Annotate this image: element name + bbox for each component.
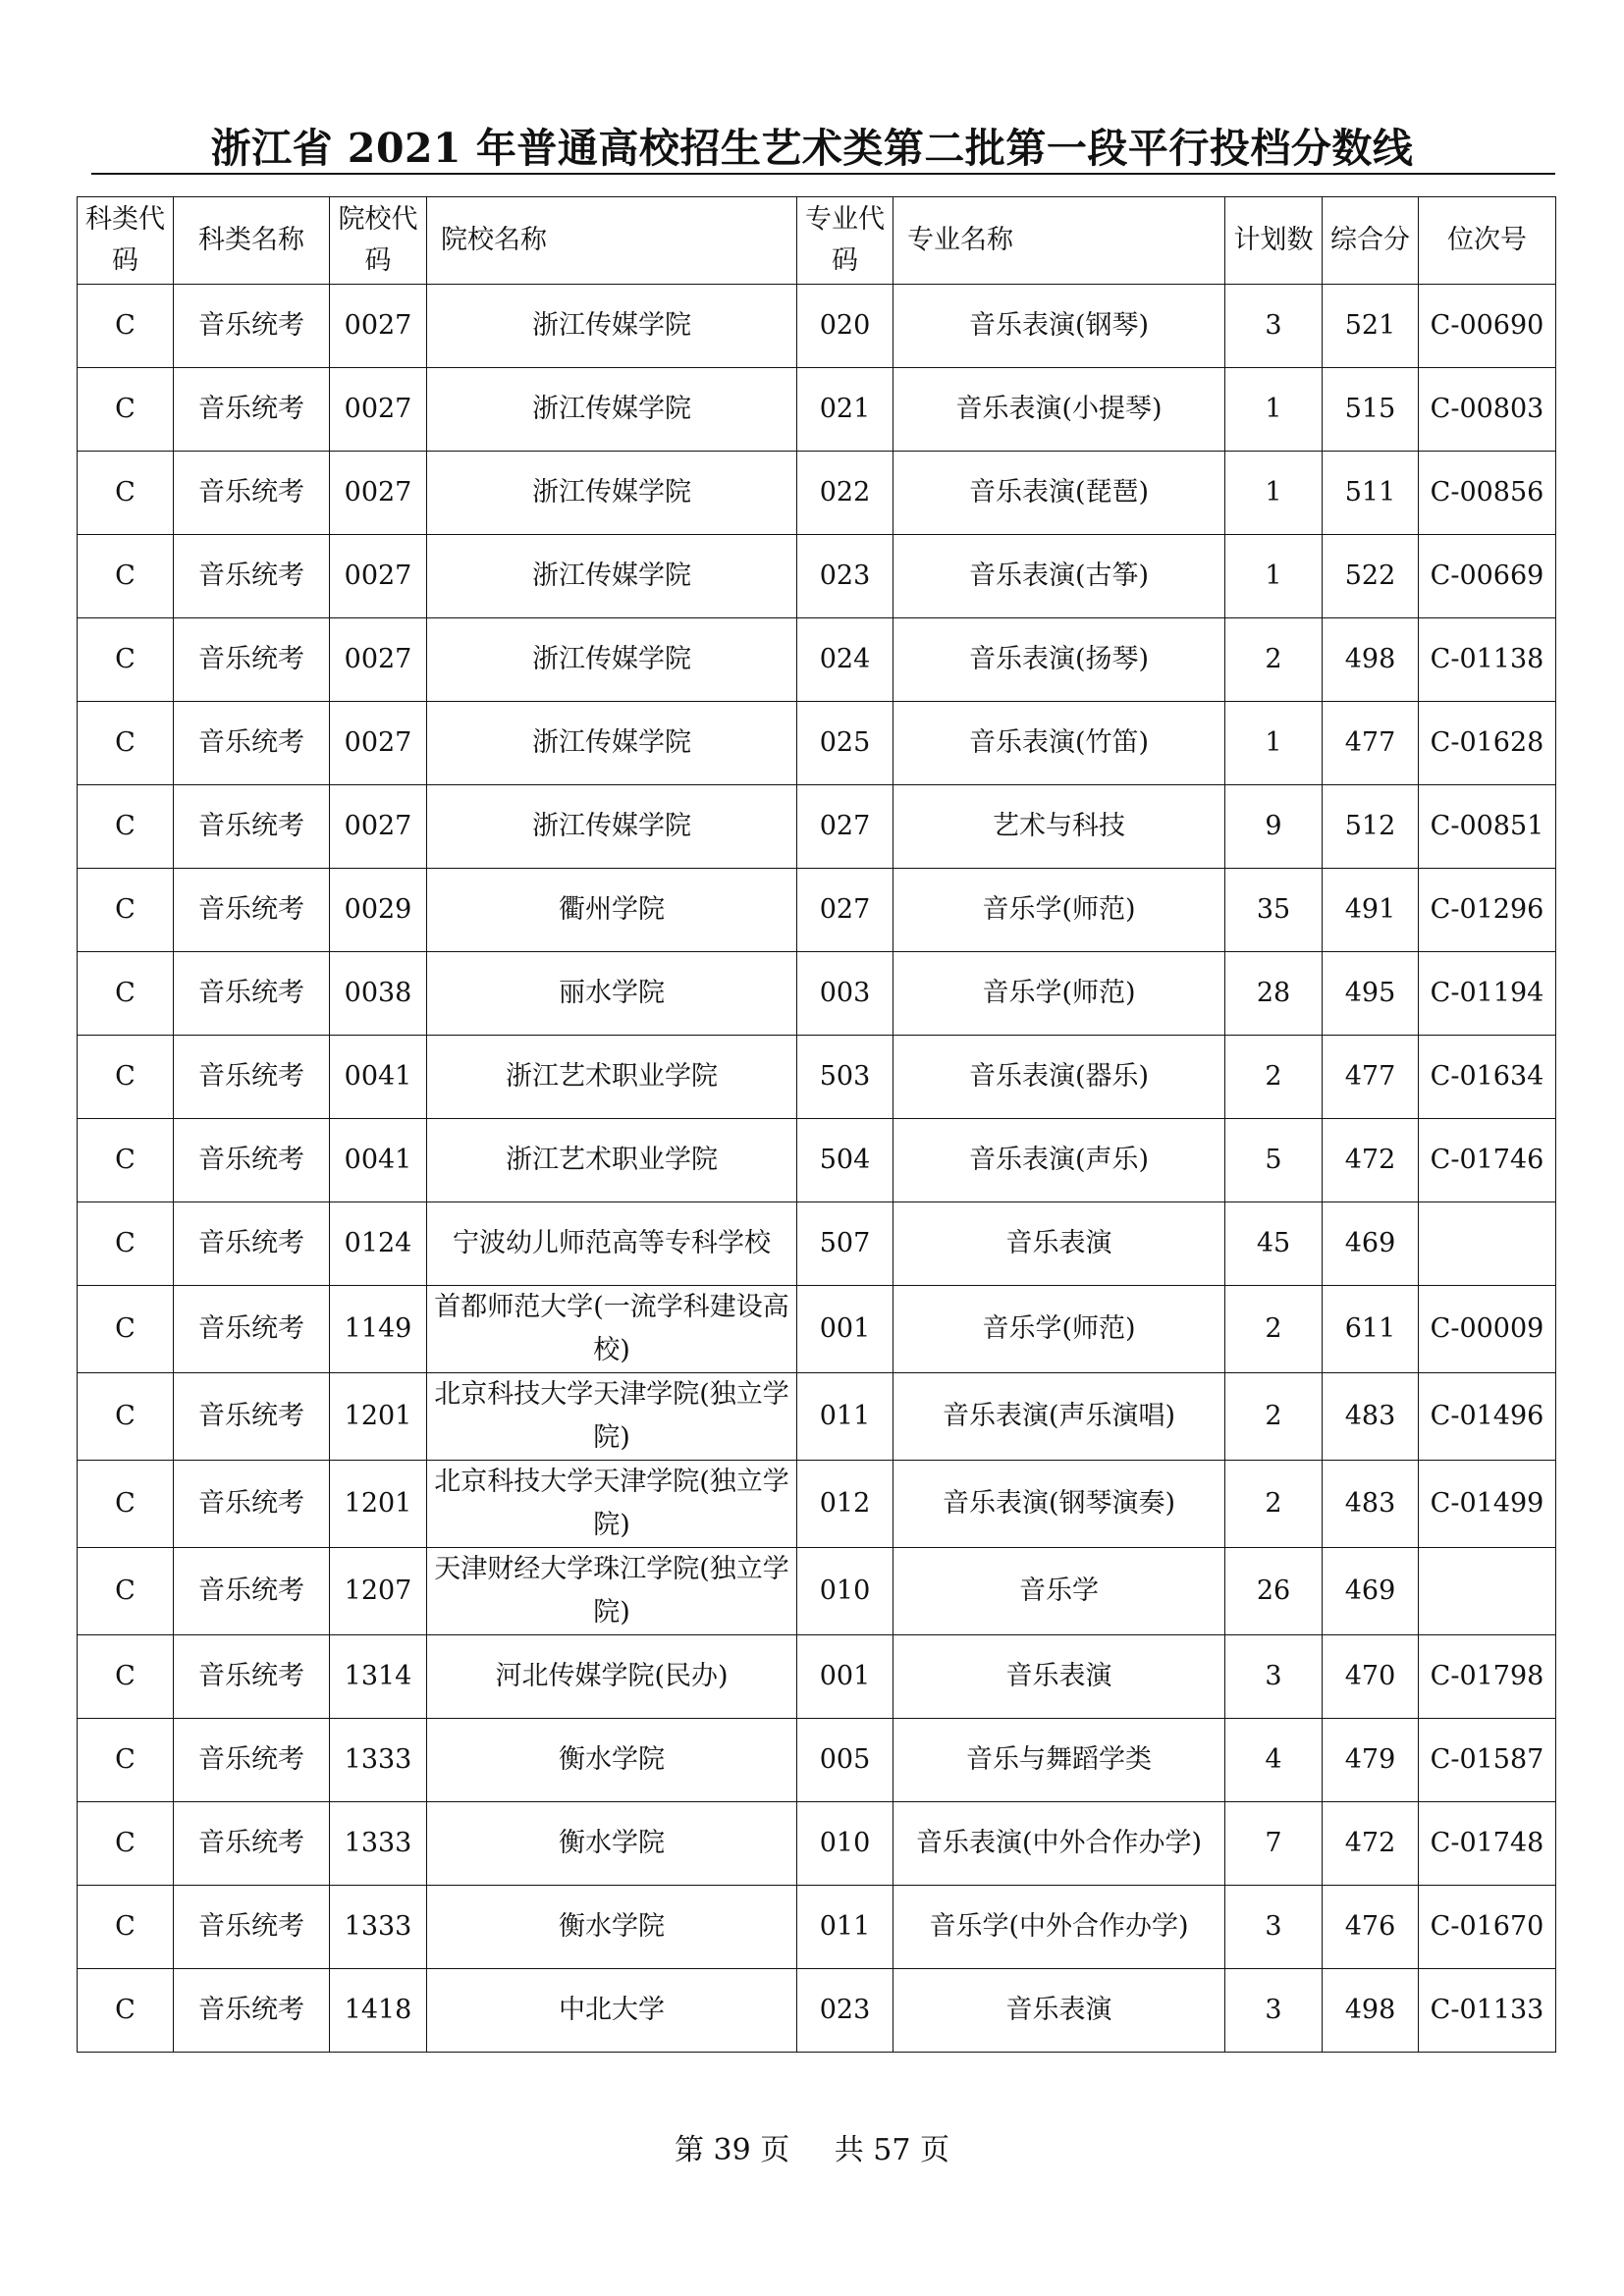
cell-yuan-xiao-dai-ma: 0027 <box>330 285 427 368</box>
cell-ji-hua-shu: 3 <box>1225 1969 1323 2053</box>
cell-zhuan-ye-dai-ma: 001 <box>797 1286 893 1373</box>
cell-wei-ci-hao: C-01748 <box>1419 1802 1556 1886</box>
cell-zhuan-ye-ming-cheng: 音乐表演(小提琴) <box>893 368 1225 452</box>
cell-yuan-xiao-ming-cheng: 天津财经大学珠江学院(独立学院) <box>427 1548 797 1635</box>
cell-ke-lei-dai-ma: C <box>78 1461 174 1548</box>
cell-zhuan-ye-ming-cheng: 艺术与科技 <box>893 785 1225 869</box>
score-table <box>77 196 1556 2053</box>
cell-zhuan-ye-dai-ma: 020 <box>797 285 893 368</box>
cell-zhuan-ye-ming-cheng: 音乐表演(钢琴演奏) <box>893 1461 1225 1548</box>
cell-yuan-xiao-ming-cheng: 衡水学院 <box>427 1886 797 1969</box>
cell-ke-lei-dai-ma: C <box>78 702 174 785</box>
page-title: 浙江省 2021 年普通高校招生艺术类第二批第一段平行投档分数线 <box>210 125 1414 172</box>
cell-wei-ci-hao <box>1419 1548 1556 1635</box>
table-row <box>78 1802 1556 1886</box>
cell-zong-he-fen: 495 <box>1323 952 1419 1036</box>
cell-yuan-xiao-ming-cheng: 丽水学院 <box>427 952 797 1036</box>
cell-zong-he-fen: 611 <box>1323 1286 1419 1373</box>
cell-zhuan-ye-dai-ma: 010 <box>797 1802 893 1886</box>
cell-yuan-xiao-dai-ma: 0029 <box>330 869 427 952</box>
cell-ji-hua-shu: 9 <box>1225 785 1323 869</box>
header-wei-ci-hao: 位次号 <box>1419 197 1556 285</box>
cell-yuan-xiao-dai-ma: 1333 <box>330 1719 427 1802</box>
cell-zhuan-ye-ming-cheng: 音乐表演(竹笛) <box>893 702 1225 785</box>
cell-wei-ci-hao: C-01194 <box>1419 952 1556 1036</box>
cell-zhuan-ye-ming-cheng: 音乐学(师范) <box>893 952 1225 1036</box>
cell-wei-ci-hao: C-01133 <box>1419 1969 1556 2053</box>
cell-ji-hua-shu: 7 <box>1225 1802 1323 1886</box>
header-zhuan-ye-dai-ma: 专业代码 <box>797 197 893 285</box>
cell-wei-ci-hao: C-00690 <box>1419 285 1556 368</box>
cell-zong-he-fen: 515 <box>1323 368 1419 452</box>
cell-ke-lei-ming-cheng: 音乐统考 <box>174 1969 330 2053</box>
cell-ji-hua-shu: 3 <box>1225 1635 1323 1719</box>
cell-zhuan-ye-dai-ma: 027 <box>797 869 893 952</box>
cell-wei-ci-hao: C-01634 <box>1419 1036 1556 1119</box>
cell-wei-ci-hao <box>1419 1202 1556 1286</box>
cell-ke-lei-dai-ma: C <box>78 869 174 952</box>
cell-ji-hua-shu: 1 <box>1225 702 1323 785</box>
cell-ke-lei-dai-ma: C <box>78 1373 174 1461</box>
cell-zong-he-fen: 498 <box>1323 1969 1419 2053</box>
cell-zhuan-ye-dai-ma: 504 <box>797 1119 893 1202</box>
cell-ji-hua-shu: 3 <box>1225 285 1323 368</box>
cell-ke-lei-dai-ma: C <box>78 1548 174 1635</box>
cell-ke-lei-dai-ma: C <box>78 1802 174 1886</box>
cell-zong-he-fen: 511 <box>1323 452 1419 535</box>
cell-ke-lei-ming-cheng: 音乐统考 <box>174 1802 330 1886</box>
cell-yuan-xiao-ming-cheng: 河北传媒学院(民办) <box>427 1635 797 1719</box>
cell-zong-he-fen: 521 <box>1323 285 1419 368</box>
cell-yuan-xiao-dai-ma: 1418 <box>330 1969 427 2053</box>
cell-zhuan-ye-dai-ma: 023 <box>797 1969 893 2053</box>
cell-yuan-xiao-ming-cheng: 浙江传媒学院 <box>427 785 797 869</box>
page-number: 第 39 页 <box>674 2133 790 2167</box>
cell-ji-hua-shu: 45 <box>1225 1202 1323 1286</box>
cell-ke-lei-ming-cheng: 音乐统考 <box>174 1202 330 1286</box>
header-zong-he-fen: 综合分 <box>1323 197 1419 285</box>
cell-zong-he-fen: 472 <box>1323 1119 1419 1202</box>
cell-zong-he-fen: 483 <box>1323 1461 1419 1548</box>
table-row <box>78 1036 1556 1119</box>
cell-ke-lei-dai-ma: C <box>78 535 174 618</box>
cell-yuan-xiao-ming-cheng: 衡水学院 <box>427 1719 797 1802</box>
cell-zhuan-ye-dai-ma: 010 <box>797 1548 893 1635</box>
cell-zhuan-ye-ming-cheng: 音乐表演(钢琴) <box>893 285 1225 368</box>
cell-wei-ci-hao: C-00856 <box>1419 452 1556 535</box>
table-row <box>78 1461 1556 1548</box>
cell-yuan-xiao-dai-ma: 1207 <box>330 1548 427 1635</box>
cell-yuan-xiao-ming-cheng: 衢州学院 <box>427 869 797 952</box>
table-row <box>78 869 1556 952</box>
cell-ke-lei-dai-ma: C <box>78 618 174 702</box>
cell-zhuan-ye-ming-cheng: 音乐表演(器乐) <box>893 1036 1225 1119</box>
table-row <box>78 702 1556 785</box>
table-row <box>78 1969 1556 2053</box>
cell-ke-lei-dai-ma: C <box>78 368 174 452</box>
header-zhuan-ye-ming-cheng: 专业名称 <box>893 197 1225 285</box>
cell-yuan-xiao-ming-cheng: 中北大学 <box>427 1969 797 2053</box>
cell-zhuan-ye-ming-cheng: 音乐表演(中外合作办学) <box>893 1802 1225 1886</box>
table-row <box>78 285 1556 368</box>
cell-zong-he-fen: 469 <box>1323 1202 1419 1286</box>
cell-zhuan-ye-ming-cheng: 音乐学(师范) <box>893 1286 1225 1373</box>
cell-zhuan-ye-dai-ma: 001 <box>797 1635 893 1719</box>
table-row <box>78 452 1556 535</box>
cell-ke-lei-ming-cheng: 音乐统考 <box>174 1036 330 1119</box>
cell-ke-lei-dai-ma: C <box>78 1286 174 1373</box>
cell-zong-he-fen: 470 <box>1323 1635 1419 1719</box>
cell-zhuan-ye-dai-ma: 011 <box>797 1373 893 1461</box>
cell-zhuan-ye-dai-ma: 024 <box>797 618 893 702</box>
cell-zong-he-fen: 491 <box>1323 869 1419 952</box>
title-rule <box>91 173 1555 175</box>
cell-ke-lei-ming-cheng: 音乐统考 <box>174 452 330 535</box>
table-row <box>78 1286 1556 1373</box>
cell-ke-lei-ming-cheng: 音乐统考 <box>174 952 330 1036</box>
table-row <box>78 785 1556 869</box>
cell-ke-lei-dai-ma: C <box>78 1719 174 1802</box>
cell-yuan-xiao-dai-ma: 0041 <box>330 1036 427 1119</box>
cell-yuan-xiao-dai-ma: 1333 <box>330 1802 427 1886</box>
cell-zhuan-ye-ming-cheng: 音乐与舞蹈学类 <box>893 1719 1225 1802</box>
cell-yuan-xiao-ming-cheng: 浙江传媒学院 <box>427 368 797 452</box>
cell-yuan-xiao-dai-ma: 0027 <box>330 618 427 702</box>
cell-zong-he-fen: 479 <box>1323 1719 1419 1802</box>
table-row <box>78 1886 1556 1969</box>
cell-zhuan-ye-dai-ma: 005 <box>797 1719 893 1802</box>
cell-wei-ci-hao: C-01138 <box>1419 618 1556 702</box>
cell-yuan-xiao-ming-cheng: 首都师范大学(一流学科建设高校) <box>427 1286 797 1373</box>
cell-ke-lei-ming-cheng: 音乐统考 <box>174 1461 330 1548</box>
cell-zhuan-ye-dai-ma: 507 <box>797 1202 893 1286</box>
cell-zong-he-fen: 512 <box>1323 785 1419 869</box>
cell-ji-hua-shu: 2 <box>1225 1461 1323 1548</box>
header-ke-lei-dai-ma: 科类代码 <box>78 197 174 285</box>
cell-ji-hua-shu: 35 <box>1225 869 1323 952</box>
header-yuan-xiao-ming-cheng: 院校名称 <box>427 197 797 285</box>
table-row <box>78 535 1556 618</box>
cell-ji-hua-shu: 2 <box>1225 618 1323 702</box>
cell-zong-he-fen: 469 <box>1323 1548 1419 1635</box>
cell-zong-he-fen: 476 <box>1323 1886 1419 1969</box>
table-row <box>78 1202 1556 1286</box>
header-ji-hua-shu: 计划数 <box>1225 197 1323 285</box>
cell-ji-hua-shu: 2 <box>1225 1286 1323 1373</box>
cell-ji-hua-shu: 1 <box>1225 452 1323 535</box>
cell-zong-he-fen: 477 <box>1323 702 1419 785</box>
cell-ke-lei-dai-ma: C <box>78 1036 174 1119</box>
header-yuan-xiao-dai-ma: 院校代码 <box>330 197 427 285</box>
cell-zhuan-ye-dai-ma: 025 <box>797 702 893 785</box>
cell-wei-ci-hao: C-01628 <box>1419 702 1556 785</box>
cell-yuan-xiao-ming-cheng: 浙江传媒学院 <box>427 702 797 785</box>
cell-ji-hua-shu: 5 <box>1225 1119 1323 1202</box>
cell-wei-ci-hao: C-01746 <box>1419 1119 1556 1202</box>
cell-ke-lei-ming-cheng: 音乐统考 <box>174 702 330 785</box>
cell-zhuan-ye-dai-ma: 027 <box>797 785 893 869</box>
cell-zhuan-ye-ming-cheng: 音乐学(中外合作办学) <box>893 1886 1225 1969</box>
table-row <box>78 1119 1556 1202</box>
cell-yuan-xiao-dai-ma: 1201 <box>330 1373 427 1461</box>
cell-wei-ci-hao: C-01798 <box>1419 1635 1556 1719</box>
cell-zong-he-fen: 472 <box>1323 1802 1419 1886</box>
cell-ji-hua-shu: 2 <box>1225 1373 1323 1461</box>
cell-wei-ci-hao: C-01587 <box>1419 1719 1556 1802</box>
cell-yuan-xiao-dai-ma: 0027 <box>330 368 427 452</box>
cell-yuan-xiao-dai-ma: 0041 <box>330 1119 427 1202</box>
cell-zhuan-ye-dai-ma: 003 <box>797 952 893 1036</box>
cell-yuan-xiao-dai-ma: 1333 <box>330 1886 427 1969</box>
cell-yuan-xiao-dai-ma: 0038 <box>330 952 427 1036</box>
cell-ji-hua-shu: 28 <box>1225 952 1323 1036</box>
cell-wei-ci-hao: C-01496 <box>1419 1373 1556 1461</box>
cell-yuan-xiao-ming-cheng: 浙江传媒学院 <box>427 452 797 535</box>
cell-zhuan-ye-ming-cheng: 音乐表演 <box>893 1969 1225 2053</box>
cell-zhuan-ye-ming-cheng: 音乐表演 <box>893 1202 1225 1286</box>
table-header-row <box>78 197 1556 285</box>
cell-ke-lei-ming-cheng: 音乐统考 <box>174 1719 330 1802</box>
cell-zhuan-ye-ming-cheng: 音乐学(师范) <box>893 869 1225 952</box>
cell-ke-lei-ming-cheng: 音乐统考 <box>174 785 330 869</box>
cell-ji-hua-shu: 4 <box>1225 1719 1323 1802</box>
cell-ke-lei-ming-cheng: 音乐统考 <box>174 535 330 618</box>
cell-yuan-xiao-ming-cheng: 浙江传媒学院 <box>427 618 797 702</box>
cell-yuan-xiao-dai-ma: 1314 <box>330 1635 427 1719</box>
cell-ji-hua-shu: 1 <box>1225 535 1323 618</box>
cell-yuan-xiao-ming-cheng: 浙江传媒学院 <box>427 535 797 618</box>
cell-ke-lei-dai-ma: C <box>78 1119 174 1202</box>
cell-yuan-xiao-dai-ma: 0124 <box>330 1202 427 1286</box>
cell-yuan-xiao-ming-cheng: 浙江艺术职业学院 <box>427 1119 797 1202</box>
cell-zhuan-ye-dai-ma: 011 <box>797 1886 893 1969</box>
table-row <box>78 1635 1556 1719</box>
cell-wei-ci-hao: C-01296 <box>1419 869 1556 952</box>
cell-yuan-xiao-dai-ma: 1201 <box>330 1461 427 1548</box>
cell-ke-lei-dai-ma: C <box>78 285 174 368</box>
cell-ji-hua-shu: 2 <box>1225 1036 1323 1119</box>
cell-zhuan-ye-dai-ma: 503 <box>797 1036 893 1119</box>
cell-ke-lei-dai-ma: C <box>78 785 174 869</box>
page-footer <box>0 2125 1624 2168</box>
cell-wei-ci-hao: C-01670 <box>1419 1886 1556 1969</box>
cell-ke-lei-dai-ma: C <box>78 1886 174 1969</box>
cell-zhuan-ye-dai-ma: 023 <box>797 535 893 618</box>
cell-wei-ci-hao: C-00851 <box>1419 785 1556 869</box>
cell-yuan-xiao-ming-cheng: 浙江艺术职业学院 <box>427 1036 797 1119</box>
header-ke-lei-ming-cheng: 科类名称 <box>174 197 330 285</box>
cell-ke-lei-ming-cheng: 音乐统考 <box>174 869 330 952</box>
cell-ke-lei-ming-cheng: 音乐统考 <box>174 368 330 452</box>
cell-ke-lei-ming-cheng: 音乐统考 <box>174 1286 330 1373</box>
cell-ke-lei-ming-cheng: 音乐统考 <box>174 1119 330 1202</box>
table-row <box>78 618 1556 702</box>
cell-ke-lei-ming-cheng: 音乐统考 <box>174 1635 330 1719</box>
page-total: 共 57 页 <box>834 2133 950 2167</box>
cell-yuan-xiao-dai-ma: 0027 <box>330 535 427 618</box>
cell-ke-lei-dai-ma: C <box>78 952 174 1036</box>
cell-zhuan-ye-ming-cheng: 音乐表演(古筝) <box>893 535 1225 618</box>
cell-yuan-xiao-ming-cheng: 宁波幼儿师范高等专科学校 <box>427 1202 797 1286</box>
cell-ke-lei-dai-ma: C <box>78 1635 174 1719</box>
cell-ke-lei-ming-cheng: 音乐统考 <box>174 1373 330 1461</box>
cell-ke-lei-ming-cheng: 音乐统考 <box>174 285 330 368</box>
cell-zhuan-ye-ming-cheng: 音乐学 <box>893 1548 1225 1635</box>
table-body <box>78 285 1556 2053</box>
cell-ke-lei-ming-cheng: 音乐统考 <box>174 1886 330 1969</box>
table-row <box>78 1548 1556 1635</box>
table-row <box>78 1719 1556 1802</box>
cell-zhuan-ye-dai-ma: 012 <box>797 1461 893 1548</box>
cell-zhuan-ye-dai-ma: 021 <box>797 368 893 452</box>
cell-yuan-xiao-ming-cheng: 浙江传媒学院 <box>427 285 797 368</box>
cell-zong-he-fen: 477 <box>1323 1036 1419 1119</box>
cell-wei-ci-hao: C-00669 <box>1419 535 1556 618</box>
cell-ke-lei-dai-ma: C <box>78 452 174 535</box>
cell-yuan-xiao-ming-cheng: 衡水学院 <box>427 1802 797 1886</box>
cell-zhuan-ye-ming-cheng: 音乐表演 <box>893 1635 1225 1719</box>
cell-ke-lei-dai-ma: C <box>78 1202 174 1286</box>
cell-zhuan-ye-ming-cheng: 音乐表演(声乐) <box>893 1119 1225 1202</box>
cell-zhuan-ye-ming-cheng: 音乐表演(扬琴) <box>893 618 1225 702</box>
table-row <box>78 1373 1556 1461</box>
cell-yuan-xiao-ming-cheng: 北京科技大学天津学院(独立学院) <box>427 1461 797 1548</box>
cell-zong-he-fen: 483 <box>1323 1373 1419 1461</box>
cell-ji-hua-shu: 3 <box>1225 1886 1323 1969</box>
cell-wei-ci-hao: C-00009 <box>1419 1286 1556 1373</box>
cell-yuan-xiao-ming-cheng: 北京科技大学天津学院(独立学院) <box>427 1373 797 1461</box>
cell-ke-lei-dai-ma: C <box>78 1969 174 2053</box>
cell-zhuan-ye-ming-cheng: 音乐表演(声乐演唱) <box>893 1373 1225 1461</box>
cell-wei-ci-hao: C-01499 <box>1419 1461 1556 1548</box>
cell-zhuan-ye-dai-ma: 022 <box>797 452 893 535</box>
cell-zong-he-fen: 522 <box>1323 535 1419 618</box>
cell-zong-he-fen: 498 <box>1323 618 1419 702</box>
cell-yuan-xiao-dai-ma: 0027 <box>330 785 427 869</box>
cell-yuan-xiao-dai-ma: 1149 <box>330 1286 427 1373</box>
cell-ke-lei-ming-cheng: 音乐统考 <box>174 1548 330 1635</box>
cell-ji-hua-shu: 1 <box>1225 368 1323 452</box>
cell-ke-lei-ming-cheng: 音乐统考 <box>174 618 330 702</box>
cell-yuan-xiao-dai-ma: 0027 <box>330 452 427 535</box>
cell-zhuan-ye-ming-cheng: 音乐表演(琵琶) <box>893 452 1225 535</box>
cell-yuan-xiao-dai-ma: 0027 <box>330 702 427 785</box>
cell-wei-ci-hao: C-00803 <box>1419 368 1556 452</box>
cell-ji-hua-shu: 26 <box>1225 1548 1323 1635</box>
table-row <box>78 952 1556 1036</box>
table-row <box>78 368 1556 452</box>
